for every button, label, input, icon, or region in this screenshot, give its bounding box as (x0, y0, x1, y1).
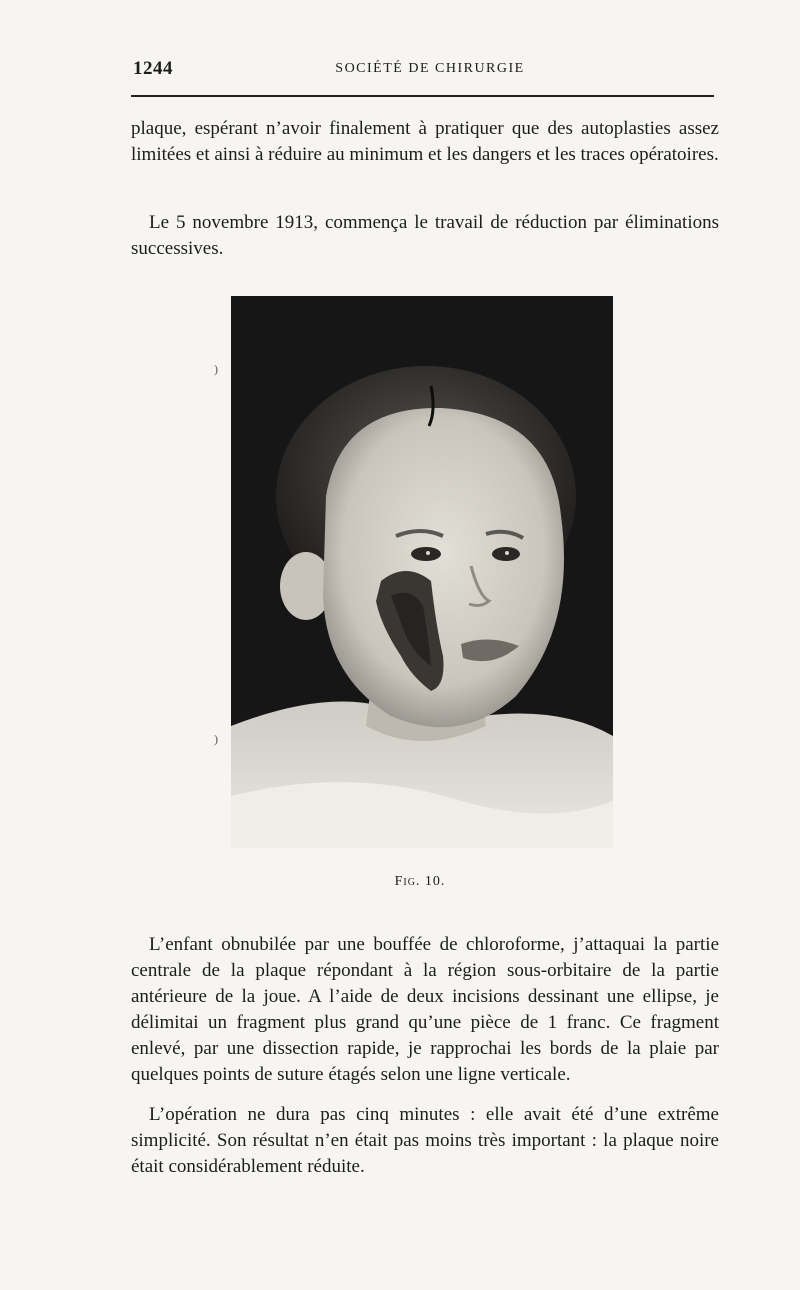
child-portrait-illustration (231, 296, 613, 848)
page-number: 1244 (133, 58, 173, 79)
running-head: SOCIÉTÉ DE CHIRURGIE (335, 61, 525, 76)
header-rule (131, 95, 714, 97)
paragraph-date: Le 5 novembre 1913, commença le travail de réduction par éliminations successives. (131, 212, 719, 259)
figure-photograph (231, 296, 613, 848)
paragraph-result: L’opération ne dura pas cinq minutes : elle avait été d’une extrême simplicité. Son résultat n’en était pas moins très important : la plaque noire était considérablement réduite. (131, 1104, 719, 1177)
paragraph-operation: L’enfant obnubilée par une bouffée de chloroforme, j’attaquai la partie centrale de la plaque répondant à la région sous-orbitaire de la partie antérieure de la joue. A l’aide de deux incisions dessinant une ellipse, je délimitai un fragment plus grand qu’une pièce de 1 franc. Ce fragment enlevé, par une dissection rapide, je rapprochai les bords de la plaie par quelques points de suture étagés selon une ligne verticale. (131, 934, 719, 1085)
paragraph-continuation: plaque, espérant n’avoir finalement à pratiquer que des autoplasties assez limitées et ainsi à réduire au minimum et les dangers et les traces opératoires. (131, 118, 719, 165)
scan-mark: ) (214, 362, 218, 376)
figure-caption-text: Fig. 10. (394, 874, 446, 889)
figure-caption (0, 874, 800, 890)
scan-mark: ) (214, 732, 218, 746)
